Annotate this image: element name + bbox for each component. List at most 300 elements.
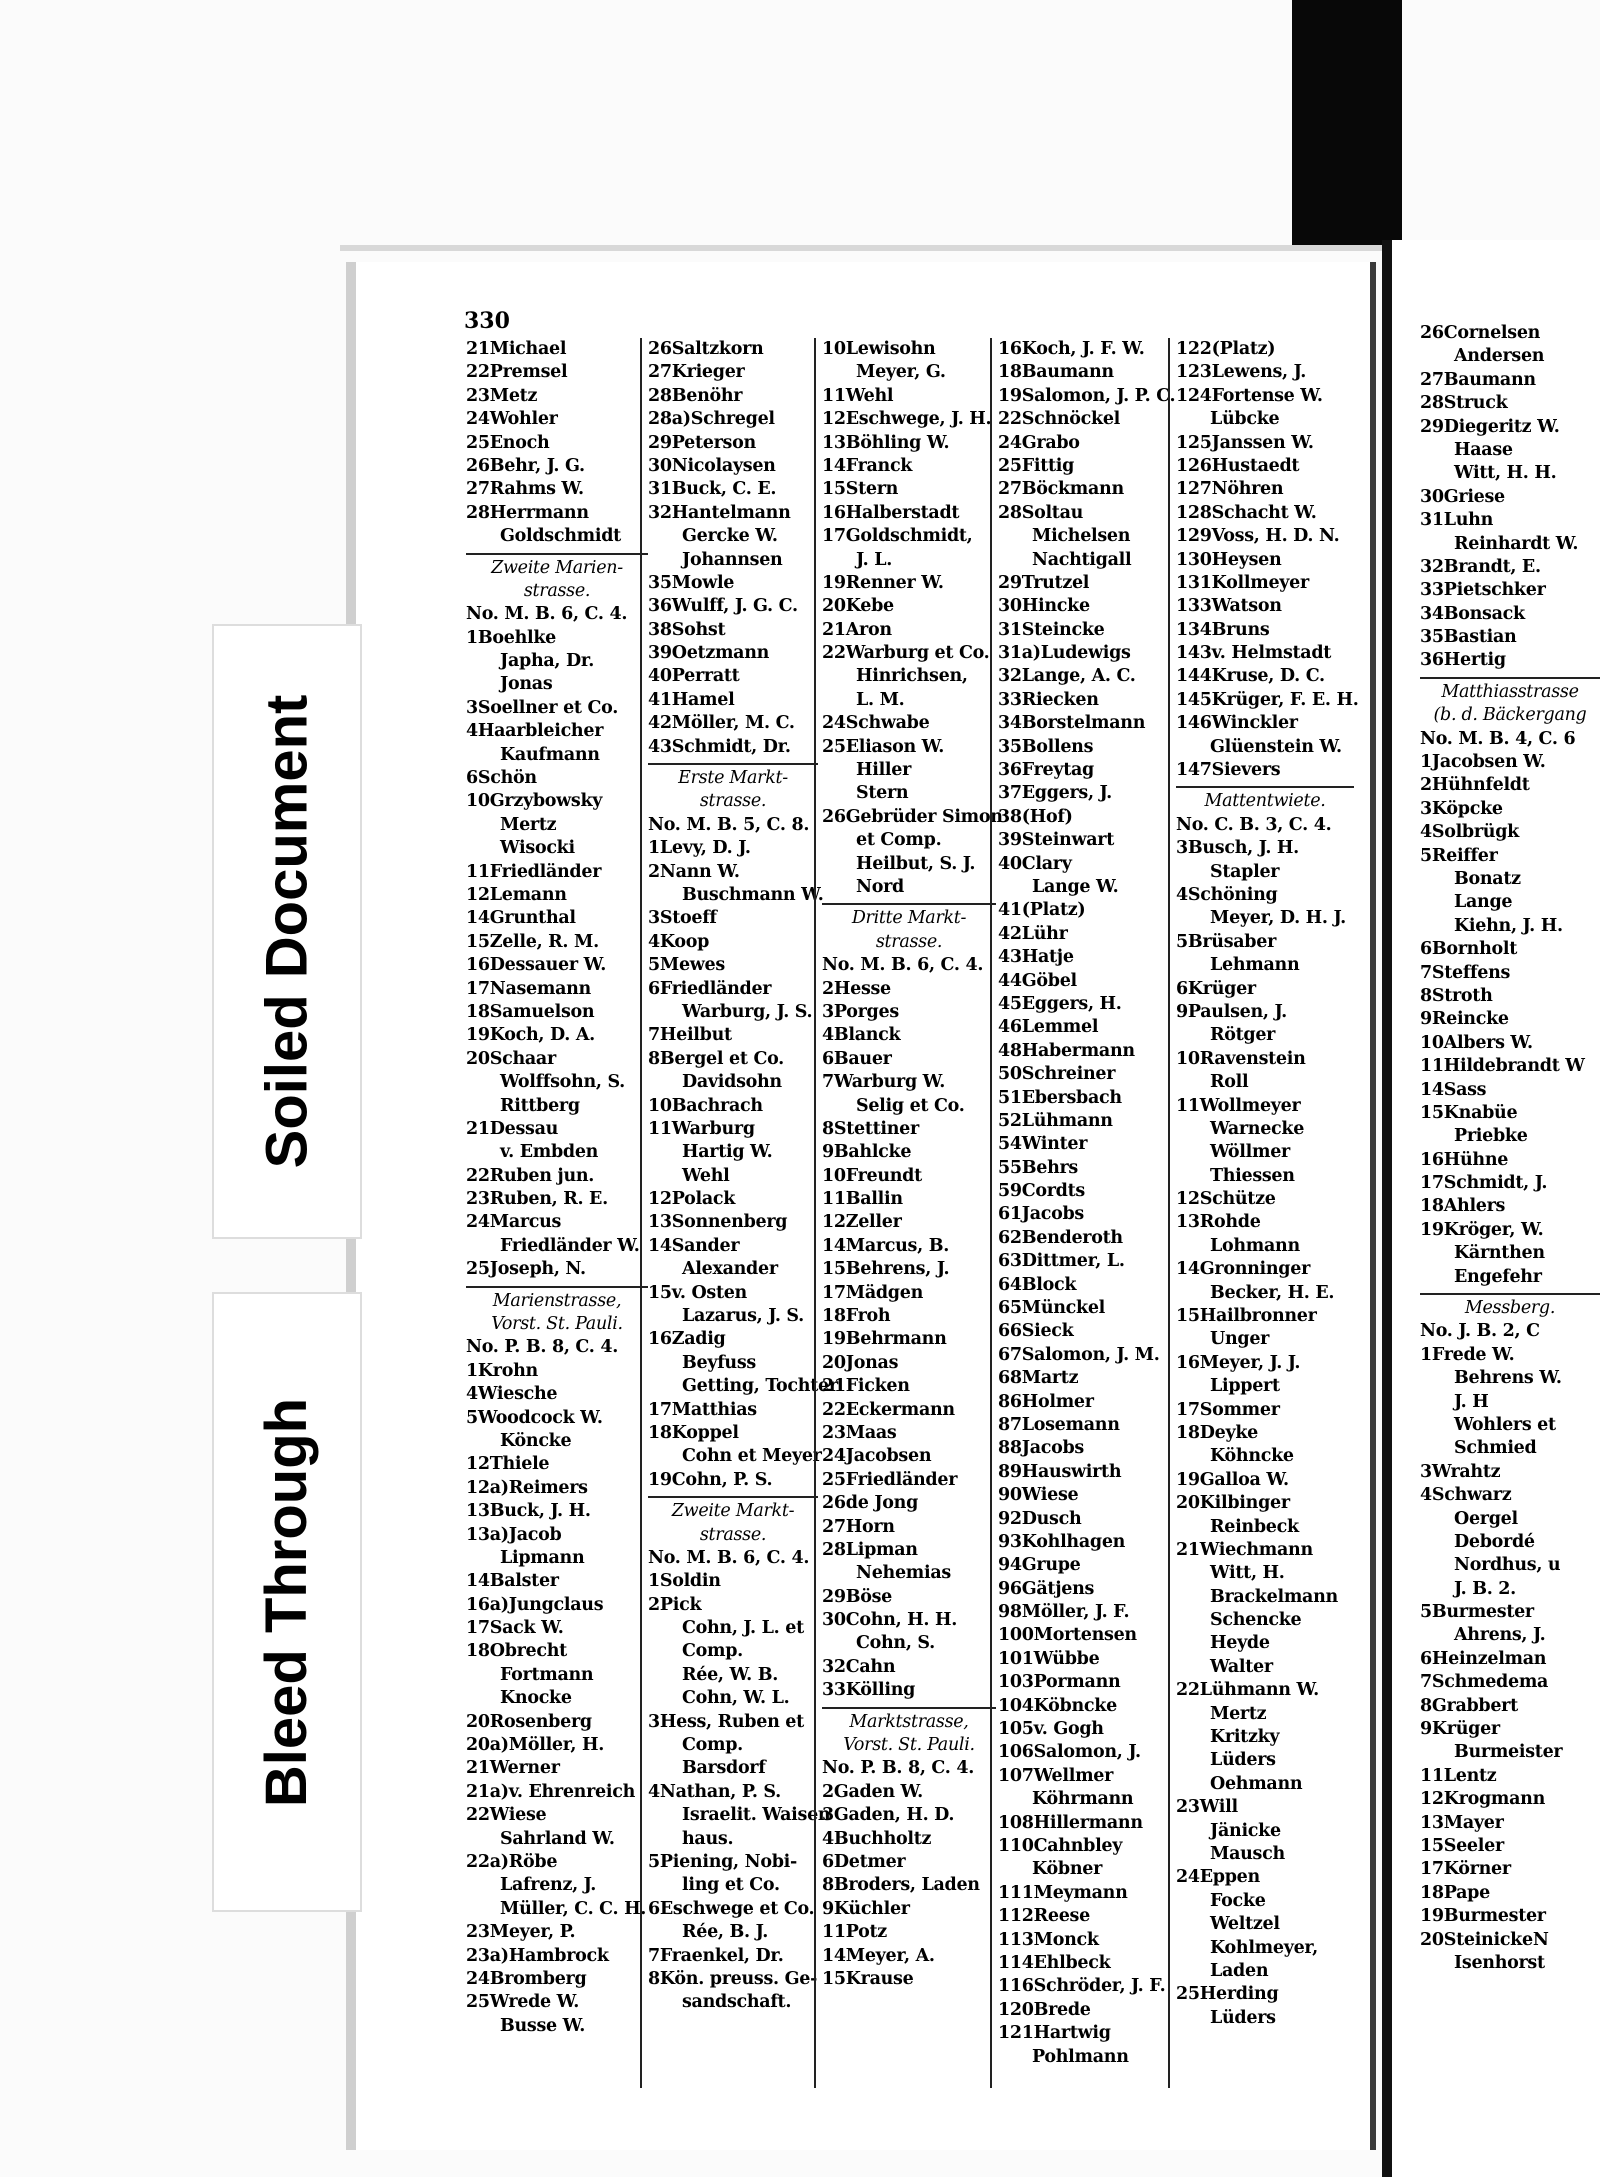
- directory-entry: 16Koch, J. F. W.: [998, 339, 1145, 359]
- directory-entry: Friedländer W.: [500, 1235, 640, 1256]
- directory-entry: 20Schaar: [466, 1048, 556, 1069]
- street-heading: strasse.: [523, 580, 591, 601]
- directory-entry: 25Eliason W.: [822, 736, 945, 757]
- directory-entry: 22a)Röbe: [466, 1852, 558, 1872]
- directory-entry: 16Hühne: [1420, 1149, 1509, 1170]
- directory-entry: 52Lühmann: [998, 1110, 1113, 1131]
- directory-entry: 18Koppel: [648, 1422, 739, 1443]
- directory-entry: Laden: [1210, 1960, 1269, 1981]
- directory-entry: Hinrichsen,: [856, 666, 968, 687]
- street-heading: strasse.: [699, 1524, 767, 1545]
- directory-entry: Kohlmeyer,: [1210, 1937, 1318, 1958]
- directory-entry: 11Ballin: [822, 1189, 903, 1210]
- directory-entry: 2Hesse: [822, 978, 891, 999]
- directory-entry: 124Fortense W.: [1176, 385, 1323, 406]
- directory-entry: 13a)Jacob: [466, 1524, 562, 1545]
- directory-entry: 5Piening, Nobi-: [648, 1852, 797, 1872]
- directory-entry: 5Woodcock W.: [466, 1407, 603, 1428]
- directory-entry: 1Soldin: [648, 1571, 721, 1592]
- directory-entry: Hiller: [856, 760, 912, 781]
- directory-entry: 5Brüsaber: [1176, 931, 1276, 952]
- bleed-through-label-text: Bleed Through: [254, 1397, 320, 1807]
- directory-entry: 10Ravenstein: [1176, 1048, 1306, 1069]
- directory-entry: 90Wiese: [998, 1485, 1079, 1506]
- directory-entry: 14Marcus, B.: [822, 1235, 949, 1256]
- directory-entry: 8Stettiner: [822, 1118, 919, 1139]
- directory-entry: 26Saltzkorn: [648, 339, 764, 359]
- directory-entry: Haase: [1454, 439, 1513, 460]
- directory-entry: 111Meymann: [998, 1882, 1128, 1903]
- page-number: 330: [464, 308, 510, 334]
- directory-entry: 21a)v. Ehrenreich: [466, 1781, 635, 1802]
- directory-entry: 16Meyer, J. J.: [1176, 1352, 1301, 1373]
- directory-entry: 7Schmedema: [1420, 1672, 1549, 1693]
- directory-entry: Nehemias: [856, 1563, 951, 1584]
- directory-entry: 103Pormann: [998, 1672, 1121, 1693]
- directory-entry: 7Warburg W.: [822, 1072, 946, 1093]
- directory-entry: Wolffsohn, S.: [500, 1072, 625, 1093]
- directory-column-2: [640, 338, 838, 2088]
- directory-entry: v. Embden: [500, 1142, 599, 1163]
- directory-entry: 10Freundt: [822, 1165, 922, 1186]
- directory-entry: 23Maas: [822, 1422, 897, 1443]
- directory-entry: 6Eschwege et Co.: [648, 1898, 815, 1919]
- directory-entry: Davidsohn: [682, 1072, 782, 1093]
- directory-entry: 43Schmidt, Dr.: [648, 736, 791, 757]
- directory-entry: 26de Jong: [822, 1493, 919, 1514]
- directory-entry: Debordé: [1454, 1531, 1535, 1552]
- directory-entry: et Comp.: [856, 830, 942, 851]
- directory-entry: sandschaft.: [682, 1992, 792, 2013]
- directory-entry: Knocke: [500, 1688, 572, 1709]
- directory-entry: 28Struck: [1420, 393, 1508, 414]
- directory-entry: 5Reiffer: [1420, 845, 1498, 866]
- directory-entry: 114Ehlbeck: [998, 1952, 1111, 1973]
- directory-entry: J. H: [1454, 1391, 1489, 1412]
- street-heading: Matthiasstrasse: [1420, 677, 1600, 704]
- directory-entry: 126Hustaedt: [1176, 455, 1300, 476]
- directory-entry: 17Matthias: [648, 1399, 757, 1420]
- directory-entry: 4Koop: [648, 931, 710, 952]
- directory-entry: 26Behr, J. G.: [466, 455, 585, 476]
- directory-entry: 39Steinwart: [998, 830, 1114, 851]
- directory-entry: 21Aron: [822, 619, 892, 640]
- directory-entry: 32Brandt, E.: [1420, 556, 1541, 577]
- directory-entry: 3Porges: [822, 1001, 899, 1022]
- directory-entry: 30Cohn, H. H.: [822, 1610, 958, 1631]
- directory-entry: Reinhardt W.: [1454, 533, 1579, 554]
- directory-entry: 104Köbncke: [998, 1695, 1117, 1716]
- directory-entry: 13Rohde: [1176, 1212, 1261, 1233]
- directory-entry: 3Stoeff: [648, 908, 717, 929]
- directory-entry: 6Detmer: [822, 1852, 906, 1872]
- directory-entry: Walter: [1210, 1656, 1273, 1677]
- directory-entry: No. M. B. 6, C. 4.: [466, 604, 628, 625]
- directory-entry: 12Lemann: [466, 884, 567, 905]
- directory-entry: 14Grunthal: [466, 908, 576, 929]
- directory-entry: 28Benöhr: [648, 385, 743, 406]
- directory-entry: 107Wellmer: [998, 1765, 1114, 1786]
- directory-entry: Meyer, D. H. J.: [1210, 908, 1346, 929]
- directory-entry: 29Peterson: [648, 432, 756, 453]
- directory-entry: 41(Platz): [998, 900, 1086, 921]
- directory-entry: 29Diegeritz W.: [1420, 416, 1560, 437]
- directory-entry: 11Wollmeyer: [1176, 1095, 1301, 1116]
- directory-entry: Nord: [856, 876, 904, 897]
- directory-entry: 133Watson: [1176, 596, 1282, 617]
- directory-entry: 13Mayer: [1420, 1812, 1504, 1833]
- directory-entry: 4Solbrügk: [1420, 822, 1519, 843]
- directory-entry: 12a)Reimers: [466, 1477, 588, 1498]
- directory-entry: Schencke: [1210, 1610, 1302, 1631]
- directory-entry: Meyer, G.: [856, 362, 946, 383]
- directory-entry: 25Herding: [1176, 1984, 1279, 2005]
- directory-entry: 15v. Osten: [648, 1282, 747, 1303]
- directory-entry: 27Rahms W.: [466, 479, 584, 500]
- directory-entry: 20SteinickeN: [1420, 1929, 1549, 1950]
- directory-entry: 30Griese: [1420, 486, 1505, 507]
- directory-entry: 86Holmer: [998, 1391, 1094, 1412]
- directory-entry: 1Levy, D. J.: [648, 838, 751, 859]
- directory-entry: 20Kilbinger: [1176, 1493, 1290, 1514]
- directory-entry: Weltzel: [1210, 1914, 1280, 1935]
- directory-entry: Busse W.: [500, 2015, 586, 2036]
- directory-entry: Schmied: [1454, 1438, 1537, 1459]
- directory-entry: No. M. B. 6, C. 4.: [822, 955, 984, 976]
- directory-entry: Johannsen: [682, 549, 783, 570]
- directory-entry: 21Werner: [466, 1758, 560, 1779]
- directory-entry: 14Meyer, A.: [822, 1945, 935, 1966]
- directory-entry: 144Kruse, D. C.: [1176, 666, 1325, 687]
- directory-column-4: [990, 338, 1176, 2088]
- directory-entry: 3Soellner et Co.: [466, 697, 618, 718]
- directory-entry: 8Kön. preuss. Ge-: [648, 1968, 818, 1989]
- directory-entry: 96Gätjens: [998, 1578, 1095, 1599]
- directory-entry: Wehl: [682, 1165, 730, 1186]
- directory-entry: No. P. B. 8, C. 4.: [466, 1337, 619, 1358]
- directory-entry: 6Heinzelman: [1420, 1648, 1547, 1669]
- directory-entry: 9Reincke: [1420, 1009, 1509, 1030]
- directory-entry: Lafrenz, J.: [500, 1875, 597, 1896]
- directory-entry: 146Winckler: [1176, 713, 1298, 734]
- directory-entry: 87Losemann: [998, 1414, 1120, 1435]
- directory-entry: 9Bahlcke: [822, 1142, 912, 1163]
- directory-entry: 20Jonas: [822, 1352, 899, 1373]
- directory-entry: 4Nathan, P. S.: [648, 1781, 781, 1802]
- directory-entry: 15Hailbronner: [1176, 1306, 1317, 1327]
- directory-entry: Mertz: [1210, 1703, 1267, 1724]
- soiled-document-label-text: Soiled Document: [254, 694, 320, 1169]
- directory-entry: 12Schütze: [1176, 1189, 1276, 1210]
- directory-entry: Rittberg: [500, 1095, 580, 1116]
- directory-entry: 12Eschwege, J. H.: [822, 409, 992, 430]
- directory-entry: 21Ficken: [822, 1376, 910, 1397]
- directory-column-1: [466, 338, 648, 2088]
- directory-entry: 18Samuelson: [466, 1001, 595, 1022]
- directory-entry: 62Benderoth: [998, 1227, 1123, 1248]
- directory-entry: 29Trutzel: [998, 572, 1090, 593]
- directory-entry: 6Friedländer: [648, 978, 772, 999]
- directory-entry: 7Steffens: [1420, 962, 1511, 983]
- directory-entry: Wohlers et: [1454, 1414, 1556, 1435]
- directory-entry: 4Wiesche: [466, 1384, 558, 1405]
- directory-entry: 31Luhn: [1420, 510, 1494, 531]
- directory-entry: Oergel: [1454, 1508, 1518, 1529]
- directory-entry: Lüders: [1210, 1750, 1276, 1771]
- directory-entry: No. M. B. 6, C. 4.: [648, 1547, 810, 1568]
- directory-entry: 23Metz: [466, 385, 538, 406]
- directory-entry: 22Schnöckel: [998, 409, 1121, 430]
- directory-entry: 127Nöhren: [1176, 479, 1284, 500]
- directory-entry: Japha, Dr.: [500, 651, 594, 672]
- directory-entry: 6Bornholt: [1420, 939, 1518, 960]
- directory-entry: 110Cahnbley: [998, 1836, 1123, 1856]
- directory-entry: 10Lewisohn: [822, 339, 936, 359]
- directory-entry: 8Broders, Laden: [822, 1875, 980, 1896]
- directory-entry: 14Balster: [466, 1571, 559, 1592]
- directory-entry: 14Sass: [1420, 1079, 1487, 1100]
- directory-entry: 34Bonsack: [1420, 603, 1525, 624]
- directory-entry: No. J. B. 2, C: [1420, 1321, 1540, 1342]
- directory-entry: 36Wulff, J. G. C.: [648, 596, 798, 617]
- directory-entry: 2Nann W.: [648, 861, 740, 882]
- directory-entry: 15Seeler: [1420, 1836, 1504, 1856]
- directory-entry: Israelit. Waisen: [682, 1805, 831, 1826]
- directory-entry: 41Hamel: [648, 689, 735, 710]
- directory-entry: 11Wehl: [822, 385, 894, 406]
- directory-entry: 15Behrens, J.: [822, 1259, 950, 1280]
- directory-entry: 7Heilbut: [648, 1025, 732, 1046]
- directory-entry: Lange: [1454, 892, 1513, 913]
- directory-entry: 15Stern: [822, 479, 899, 500]
- directory-entry: 15Zelle, R. M.: [466, 931, 599, 952]
- binding-strap: [1292, 0, 1402, 245]
- directory-entry: Rée, W. B.: [682, 1664, 778, 1685]
- directory-entry: 22Ruben jun.: [466, 1165, 595, 1186]
- directory-entry: 30Nicolaysen: [648, 455, 776, 476]
- directory-entry: 16Zadig: [648, 1329, 726, 1350]
- directory-entry: 40Clary: [998, 853, 1072, 874]
- street-heading: (b. d. Bäckergang: [1433, 705, 1587, 726]
- directory-entry: 20a)Möller, H.: [466, 1735, 605, 1756]
- directory-entry: Jänicke: [1210, 1820, 1281, 1841]
- directory-entry: Goldschmidt: [500, 526, 621, 547]
- directory-entry: 14Gronninger: [1176, 1259, 1310, 1280]
- directory-entry: 21Wiechmann: [1176, 1539, 1313, 1560]
- directory-entry: 125Janssen W.: [1176, 432, 1314, 453]
- directory-entry: 4Schöning: [1176, 884, 1278, 905]
- directory-entry: 2Gaden W.: [822, 1781, 923, 1802]
- directory-entry: Andersen: [1454, 346, 1545, 367]
- directory-entry: Selig et Co.: [856, 1095, 965, 1116]
- directory-entry: 7Fraenkel, Dr.: [648, 1945, 784, 1966]
- directory-entry: 10Albers W.: [1420, 1032, 1533, 1053]
- directory-entry: 29Böse: [822, 1586, 893, 1607]
- directory-entry: 16Halberstadt: [822, 502, 960, 523]
- street-heading: Erste Markt-: [648, 763, 818, 790]
- directory-entry: Cohn, J. L. et: [682, 1618, 804, 1639]
- directory-entry: 16a)Jungclaus: [466, 1594, 604, 1615]
- directory-entry: 17Nasemann: [466, 978, 591, 999]
- directory-entry: 89Hauswirth: [998, 1461, 1122, 1482]
- directory-entry: Lange W.: [1032, 876, 1119, 897]
- directory-entry: Hartig W.: [682, 1142, 773, 1163]
- directory-entry: 4Buchholtz: [822, 1828, 932, 1849]
- directory-entry: 18Ahlers: [1420, 1196, 1506, 1217]
- street-heading: Zweite Marien-: [466, 553, 648, 580]
- directory-entry: 37Eggers, J.: [998, 783, 1112, 804]
- directory-entry: Kritzky: [1210, 1727, 1280, 1748]
- directory-entry: 121Hartwig: [998, 2023, 1111, 2044]
- directory-entry: Beyfuss: [682, 1352, 756, 1373]
- directory-entry: 32Hantelmann: [648, 502, 791, 523]
- directory-entry: 1Frede W.: [1420, 1344, 1515, 1365]
- soiled-document-label: [212, 624, 362, 1239]
- directory-entry: 36Hertig: [1420, 650, 1506, 671]
- directory-entry: 40Perratt: [648, 666, 740, 687]
- directory-entry: 48Habermann: [998, 1040, 1135, 1061]
- directory-entry: 50Schreiner: [998, 1064, 1116, 1085]
- directory-entry: Köbner: [1032, 1859, 1103, 1880]
- directory-entry: Becker, H. E.: [1210, 1282, 1335, 1303]
- directory-entry: 25Fittig: [998, 455, 1075, 476]
- directory-entry: 59Cordts: [998, 1181, 1085, 1202]
- directory-entry: Comp.: [682, 1735, 743, 1756]
- directory-entry: 131Kollmeyer: [1176, 572, 1309, 593]
- directory-entry: 44Göbel: [998, 970, 1077, 991]
- directory-entry: 33Kölling: [822, 1680, 916, 1701]
- directory-entry: Barsdorf: [682, 1758, 766, 1779]
- directory-entry: 92Dusch: [998, 1508, 1082, 1529]
- directory-entry: 9Küchler: [822, 1898, 910, 1919]
- directory-entry: 17Sommer: [1176, 1399, 1280, 1420]
- directory-entry: 113Monck: [998, 1929, 1099, 1950]
- directory-entry: Unger: [1210, 1329, 1270, 1350]
- directory-entry: 28a)Schregel: [648, 409, 775, 430]
- directory-entry: 24Schwabe: [822, 713, 930, 734]
- directory-entry: 39Oetzmann: [648, 643, 770, 664]
- directory-entry: Cohn, S.: [856, 1633, 935, 1654]
- directory-entry: 120Brede: [998, 1999, 1091, 2020]
- directory-entry: 147Sievers: [1176, 760, 1281, 781]
- directory-entry: 93Kohlhagen: [998, 1531, 1126, 1552]
- directory-entry: 33Pietschker: [1420, 580, 1546, 601]
- directory-entry: 3Gaden, H. D.: [822, 1805, 955, 1826]
- directory-entry: Focke: [1210, 1890, 1266, 1911]
- directory-entry: Reinbeck: [1210, 1516, 1299, 1537]
- directory-entry: 8Grabbert: [1420, 1695, 1518, 1716]
- directory-entry: 100Mortensen: [998, 1625, 1137, 1646]
- directory-entry: 11Friedländer: [466, 861, 602, 882]
- directory-entry: J. L.: [856, 549, 893, 570]
- directory-entry: 94Grupe: [998, 1555, 1081, 1576]
- directory-entry: 8Stroth: [1420, 985, 1493, 1006]
- directory-entry: Lehmann: [1210, 955, 1300, 976]
- directory-entry: 61Jacobs: [998, 1204, 1084, 1225]
- directory-entry: 19Koch, D. A.: [466, 1025, 595, 1046]
- directory-entry: 145Krüger, F. E. H.: [1176, 689, 1359, 710]
- directory-entry: 19Burmester: [1420, 1906, 1546, 1927]
- directory-entry: 26Cornelsen: [1420, 323, 1541, 343]
- directory-entry: 3Köpcke: [1420, 798, 1503, 819]
- directory-entry: Mertz: [500, 814, 557, 835]
- directory-entry: 27Baumann: [1420, 369, 1536, 390]
- directory-entry: Buschmann W.: [682, 884, 824, 905]
- directory-entry: 32Lange, A. C.: [998, 666, 1136, 687]
- directory-entry: Fortmann: [500, 1664, 594, 1685]
- directory-entry: No. P. B. 8, C. 4.: [822, 1758, 975, 1779]
- directory-entry: 22Warburg et Co.: [822, 643, 990, 664]
- directory-entry: 30Hincke: [998, 596, 1090, 617]
- directory-entry: 6Bauer: [822, 1048, 892, 1069]
- directory-entry: Cohn, W. L.: [682, 1688, 790, 1709]
- directory-entry: Kaufmann: [500, 744, 600, 765]
- directory-entry: 13Sonnenberg: [648, 1212, 788, 1233]
- directory-entry: 33Riecken: [998, 689, 1099, 710]
- street-heading: strasse.: [699, 791, 767, 812]
- directory-entry: No. M. B. 4, C. 6: [1420, 728, 1576, 749]
- directory-entry: 130Heysen: [1176, 549, 1282, 570]
- directory-entry: 54Winter: [998, 1134, 1088, 1155]
- directory-entry: Comp.: [682, 1641, 743, 1662]
- directory-entry: 88Jacobs: [998, 1438, 1084, 1459]
- directory-entry: 23a)Hambrock: [466, 1945, 609, 1966]
- directory-entry: 24Grabo: [998, 432, 1080, 453]
- directory-entry: 5Burmester: [1420, 1602, 1534, 1623]
- street-heading: Mattentwiete.: [1176, 786, 1354, 813]
- directory-entry: Heyde: [1210, 1633, 1270, 1654]
- directory-entry: 18Baumann: [998, 362, 1114, 383]
- street-heading: Zweite Markt-: [648, 1496, 818, 1523]
- directory-entry: Nachtigall: [1032, 549, 1132, 570]
- directory-entry: 14Sander: [648, 1235, 740, 1256]
- directory-entry: Cohn et Meyer: [682, 1446, 822, 1467]
- directory-entry: Warnecke: [1210, 1118, 1305, 1139]
- directory-entry: 23Will: [1176, 1797, 1238, 1818]
- directory-entry: Roll: [1210, 1072, 1249, 1093]
- directory-entry: 68Martz: [998, 1368, 1079, 1389]
- directory-entry: 15Knabüe: [1420, 1102, 1518, 1123]
- street-heading: Marktstrasse,: [822, 1707, 996, 1734]
- directory-entry: 23Ruben, R. E.: [466, 1189, 608, 1210]
- directory-entry: 15Krause: [822, 1968, 914, 1989]
- directory-entry: 98Möller, J. F.: [998, 1602, 1130, 1623]
- directory-entry: 65Münckel: [998, 1298, 1106, 1319]
- directory-entry: 101Wübbe: [998, 1648, 1100, 1669]
- directory-entry: 67Salomon, J. M.: [998, 1344, 1160, 1365]
- directory-entry: 18Pape: [1420, 1882, 1490, 1903]
- directory-entry: 11Warburg: [648, 1118, 755, 1139]
- directory-entry: 22Premsel: [466, 362, 568, 383]
- directory-entry: 42Lühr: [998, 923, 1068, 944]
- directory-entry: 12Thiele: [466, 1454, 550, 1475]
- directory-entry: Müller, C. C. H.: [500, 1898, 647, 1919]
- directory-entry: Engefehr: [1454, 1266, 1542, 1287]
- directory-entry: 5Mewes: [648, 955, 725, 976]
- directory-entry: Mausch: [1210, 1844, 1285, 1864]
- directory-entry: 25Friedländer: [822, 1469, 958, 1490]
- directory-entry: 35Mowle: [648, 572, 735, 593]
- directory-entry: J. B. 2.: [1454, 1578, 1516, 1599]
- directory-entry: Alexander: [682, 1259, 778, 1280]
- directory-entry: Pohlmann: [1032, 2046, 1129, 2067]
- directory-entry: Stern: [856, 783, 909, 804]
- directory-entry: 19Salomon, J. P. C.: [998, 385, 1176, 406]
- directory-entry: Wisocki: [500, 838, 575, 859]
- directory-entry: Behrens W.: [1454, 1368, 1562, 1389]
- directory-entry: 6Schön: [466, 768, 537, 789]
- street-heading: Dritte Markt-: [822, 903, 996, 930]
